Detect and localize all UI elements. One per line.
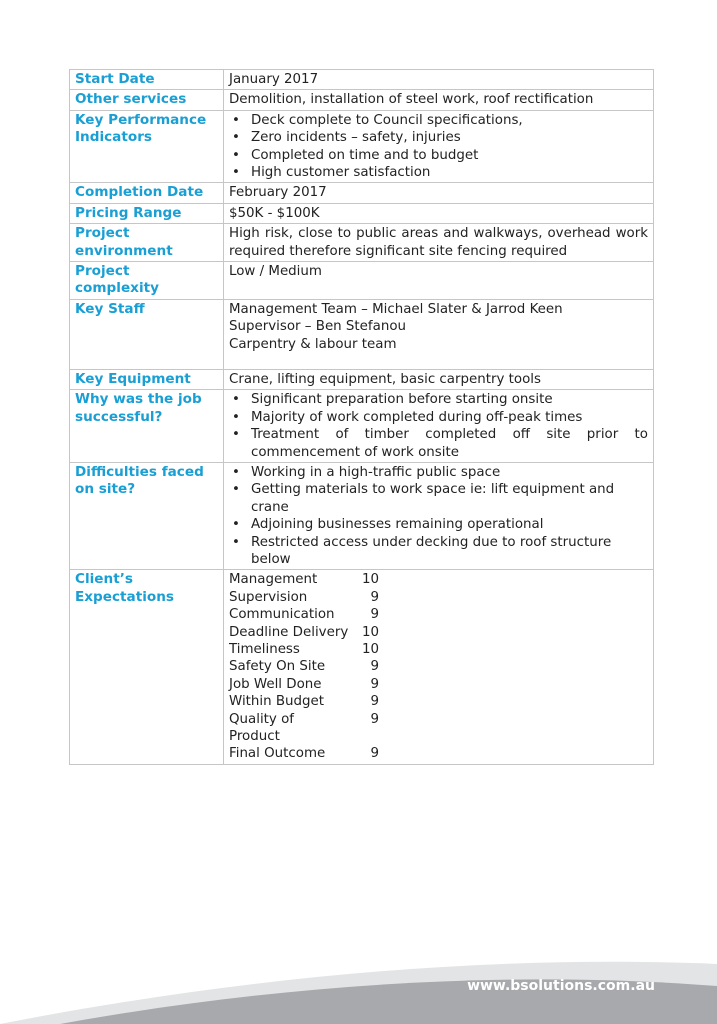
key-staff-line: Management Team – Michael Slater & Jarrod Keen xyxy=(229,301,563,317)
row-project-environment xyxy=(70,224,654,262)
rating-score: 9 xyxy=(370,676,379,692)
rating-score: 10 xyxy=(361,624,379,640)
row-pricing-range xyxy=(70,203,654,223)
rating-score: 9 xyxy=(370,659,379,675)
start-date-value: January 2017 xyxy=(224,70,654,90)
row-job-success xyxy=(70,390,654,463)
rating-row xyxy=(229,624,648,641)
rating-row xyxy=(229,658,648,675)
other-services-value: Demolition, installation of steel work, roof rectification xyxy=(224,90,654,110)
rating-score: 10 xyxy=(361,572,379,588)
completion-date-value: February 2017 xyxy=(224,183,654,203)
difficulties-value xyxy=(224,462,654,569)
job-success-value xyxy=(224,390,654,463)
key-staff-label: Key Staff xyxy=(70,299,224,369)
client-expectations-label: Client’s Expectations xyxy=(70,570,224,764)
rating-score: 10 xyxy=(361,641,379,657)
rating-name: Safety On Site xyxy=(229,659,326,675)
list-item: • Zero incidents – safety, injuries xyxy=(229,129,648,146)
list-item: • High customer satisfaction xyxy=(229,164,648,181)
list-item: • Working in a high-traffic public space xyxy=(229,464,648,481)
row-project-complexity xyxy=(70,262,654,300)
project-details-table xyxy=(69,69,654,765)
other-services-label: Other services xyxy=(70,90,224,110)
row-completion-date xyxy=(70,183,654,203)
kpi-list xyxy=(229,112,648,182)
rating-row xyxy=(229,641,648,658)
rating-name: Job Well Done xyxy=(229,676,322,692)
rating-row xyxy=(229,571,648,588)
row-start-date xyxy=(70,70,654,90)
list-item: • Getting materials to work space ie: lift equipment and crane xyxy=(229,481,648,516)
job-success-list xyxy=(229,391,648,461)
rating-name: Management xyxy=(229,572,318,588)
project-complexity-value: Low / Medium xyxy=(224,262,654,300)
rating-score: 9 xyxy=(370,589,379,605)
rating-row xyxy=(229,745,648,762)
rating-row xyxy=(229,676,648,693)
key-equipment-label: Key Equipment xyxy=(70,369,224,389)
kpi-label: Key Performance Indicators xyxy=(70,110,224,183)
key-staff-line: Supervisor – Ben Stefanou xyxy=(229,319,407,335)
project-environment-value: High risk, close to public areas and walkways, overhead work required therefore significant site fencing required xyxy=(224,224,654,262)
rating-name: Communication xyxy=(229,607,335,623)
row-key-staff xyxy=(70,299,654,369)
list-item: • Treatment of timber completed off site prior to commencement of work onsite xyxy=(229,426,648,461)
rating-score: 9 xyxy=(370,694,379,710)
completion-date-label: Completion Date xyxy=(70,183,224,203)
key-staff-value xyxy=(224,299,654,369)
rating-row xyxy=(229,711,648,746)
row-key-equipment xyxy=(70,369,654,389)
list-item: • Restricted access under decking due to roof structure below xyxy=(229,534,648,569)
footer-swoosh xyxy=(0,924,717,1024)
rating-name: Supervision xyxy=(229,589,308,605)
list-item: • Completed on time and to budget xyxy=(229,147,648,164)
key-staff-line: Carpentry & labour team xyxy=(229,336,397,352)
list-item: • Adjoining businesses remaining operational xyxy=(229,516,648,533)
rating-score: 9 xyxy=(370,711,379,727)
difficulties-label: Difficulties faced on site? xyxy=(70,462,224,569)
list-item: • Majority of work completed during off-peak times xyxy=(229,409,648,426)
row-other-services xyxy=(70,90,654,110)
project-environment-label: Project environment xyxy=(70,224,224,262)
client-expectations-value xyxy=(224,570,654,764)
rating-name: Deadline Delivery xyxy=(229,624,349,640)
rating-name: Within Budget xyxy=(229,694,325,710)
rating-name: Quality of Product xyxy=(229,711,295,744)
row-difficulties xyxy=(70,462,654,569)
rating-name: Final Outcome xyxy=(229,746,326,762)
difficulties-list xyxy=(229,464,648,568)
key-equipment-value: Crane, lifting equipment, basic carpentry tools xyxy=(224,369,654,389)
row-kpi xyxy=(70,110,654,183)
rating-score: 9 xyxy=(370,746,379,762)
rating-row xyxy=(229,606,648,623)
rating-name: Timeliness xyxy=(229,641,300,657)
list-item: • Deck complete to Council specifications, xyxy=(229,112,648,129)
list-item: • Significant preparation before starting onsite xyxy=(229,391,648,408)
job-success-label: Why was the job successful? xyxy=(70,390,224,463)
rating-score: 9 xyxy=(370,607,379,623)
rating-row xyxy=(229,693,648,710)
footer-website-url: www.bsolutions.com.au xyxy=(467,978,655,994)
project-complexity-label: Project complexity xyxy=(70,262,224,300)
row-client-expectations xyxy=(70,570,654,764)
start-date-label: Start Date xyxy=(70,70,224,90)
pricing-range-label: Pricing Range xyxy=(70,203,224,223)
rating-row xyxy=(229,589,648,606)
kpi-value xyxy=(224,110,654,183)
pricing-range-value: $50K - $100K xyxy=(224,203,654,223)
